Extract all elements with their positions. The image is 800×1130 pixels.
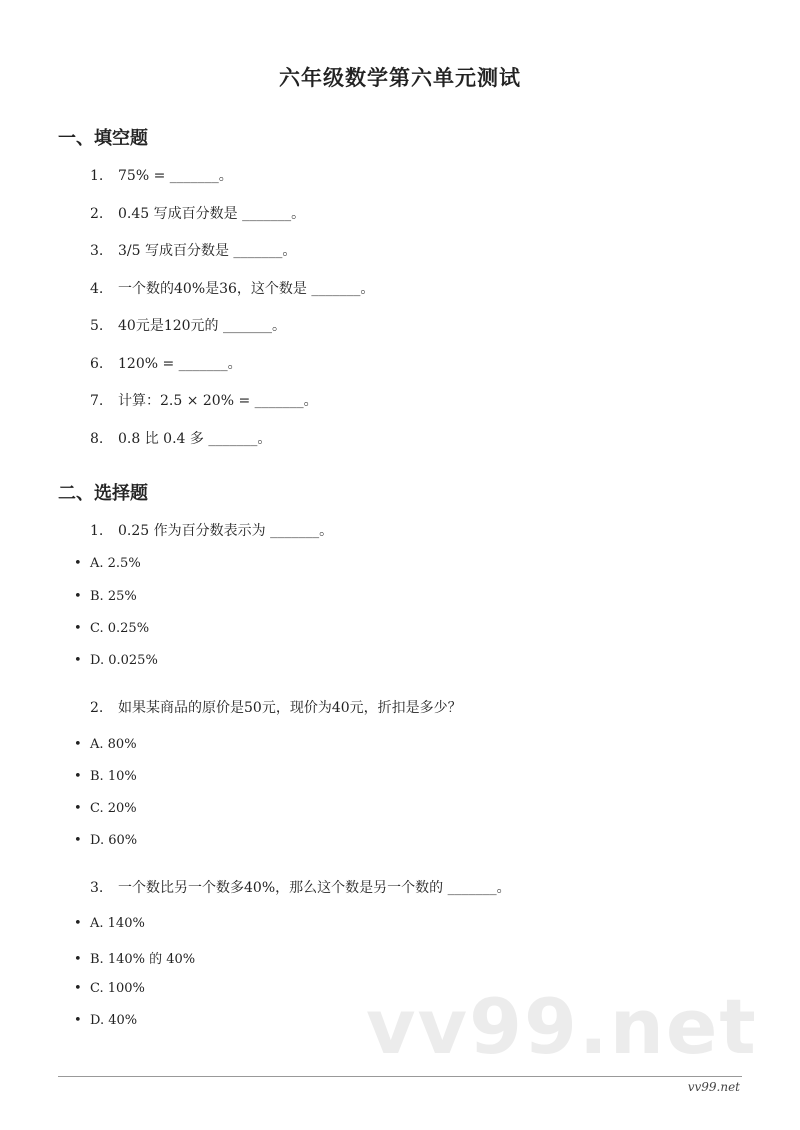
option-text: C. 0.25% [90,621,150,636]
question-text: 3/5 写成百分数是 _______。 [118,243,297,259]
question-number: 1. [90,523,104,539]
question-number: 5. [90,318,104,334]
option-text: C. 100% [90,981,145,996]
option-text: B. 25% [90,589,137,604]
question-text: 一个数比另一个数多40%，那么这个数是另一个数的 _______。 [118,880,511,896]
question-number: 1. [90,168,104,184]
question-number: 4. [90,281,104,297]
option-text: D. 60% [90,833,138,848]
bullet-icon: • [74,769,82,784]
option-text: A. 140% [90,916,145,931]
option-text: B. 10% [90,769,137,784]
question-number: 3. [90,243,104,259]
question-number: 7. [90,393,104,409]
answer-option [74,916,145,931]
question-number: 2. [90,700,104,716]
question-text: 0.25 作为百分数表示为 _______。 [118,523,334,539]
bullet-icon: • [74,621,82,636]
answer-option [74,769,137,784]
question-text: 计算：2.5 × 20% = _______。 [118,393,318,409]
question-text: 120% = _______。 [118,356,242,372]
option-text: D. 0.025% [90,653,158,668]
answer-option [74,948,195,967]
answer-option [74,621,149,636]
question-text: 0.8 比 0.4 多 _______。 [118,431,272,447]
choice-question [90,877,511,897]
question-number: 6. [90,356,104,372]
bullet-icon: • [74,801,82,816]
option-text: D. 40% [90,1013,138,1028]
answer-option [74,833,137,848]
option-text: A. 80% [90,737,137,752]
watermark: vv99.net [366,982,758,1071]
footer-site-label: vv99.net [687,1080,740,1094]
answer-option [74,589,137,604]
choice-question [90,697,462,717]
bullet-icon: • [74,916,82,931]
question-number: 8. [90,431,104,447]
fill-in-question [90,390,318,410]
answer-option [74,801,137,816]
answer-option [74,981,145,996]
bullet-icon: • [74,737,82,752]
option-text: B. 140% 的 40% [90,952,196,967]
answer-option [74,653,158,668]
fill-in-question [90,165,233,185]
answer-option [74,556,141,571]
footer-divider [58,1076,742,1077]
question-text: 75% = _______。 [118,168,233,184]
answer-option [74,1013,137,1028]
fill-in-question [90,278,374,298]
question-text: 一个数的40%是36，这个数是 _______。 [118,281,375,297]
option-text: A. 2.5% [90,556,141,571]
answer-option [74,737,137,752]
fill-in-question [90,353,242,373]
fill-in-question [90,240,296,260]
question-number: 3. [90,880,104,896]
fill-in-question [90,315,286,335]
question-text: 如果某商品的原价是50元，现价为40元，折扣是多少？ [118,700,462,716]
choice-question [90,520,333,540]
bullet-icon: • [74,653,82,668]
fill-in-question [90,428,271,448]
page-title: 六年级数学第六单元测试 [279,65,521,90]
bullet-icon: • [74,833,82,848]
option-text: C. 20% [90,801,137,816]
fill-in-question [90,203,305,223]
section-heading-fill-in: 一、填空题 [58,128,148,149]
section-heading-multiple-choice: 二、选择题 [58,483,148,504]
bullet-icon: • [74,1013,82,1028]
bullet-icon: • [74,589,82,604]
question-text: 40元是120元的 _______。 [118,318,286,334]
bullet-icon: • [74,981,82,996]
bullet-icon: • [74,952,82,967]
question-text: 0.45 写成百分数是 _______。 [118,206,306,222]
bullet-icon: • [74,556,82,571]
question-number: 2. [90,206,104,222]
